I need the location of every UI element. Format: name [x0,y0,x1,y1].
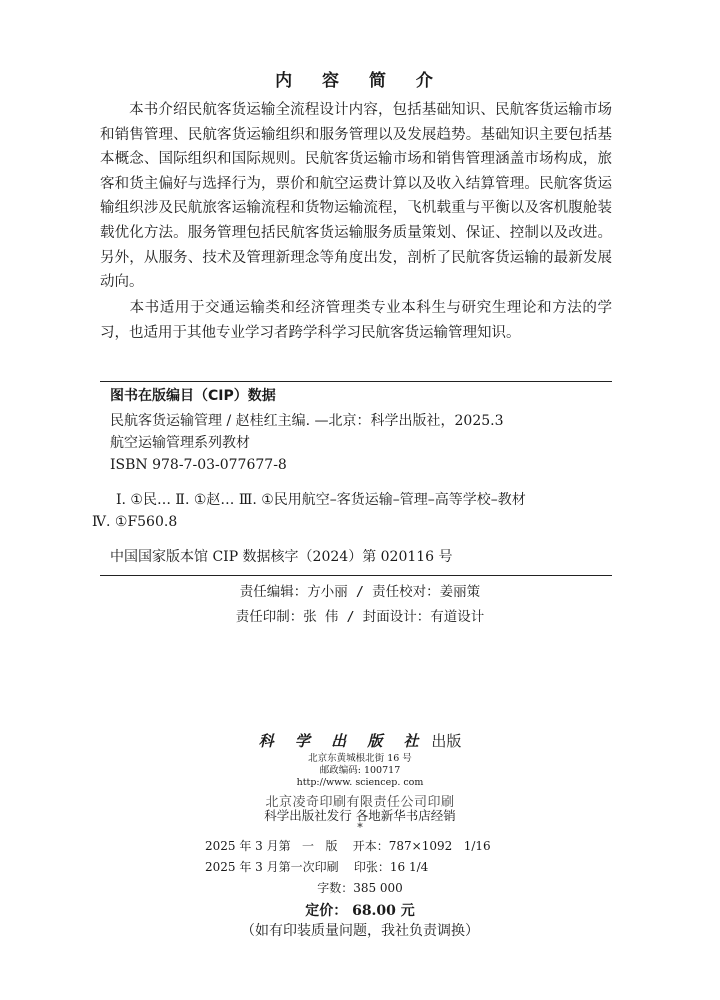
credits-production: 责任印制：张 伟 / 封面设计：有道设计 [235,609,485,625]
publisher-logo: 科 学 出 版 社 [258,732,427,750]
cip-line-subjects: Ⅰ. ①民… Ⅱ. ①赵… Ⅲ. ①民用航空–客货运输–管理–高等学校–教材 [116,492,526,508]
word-count: 字数：385 000 [317,881,403,895]
printing-line: 2025 年 3 月第一次印刷 印张：16 1/4 [205,860,429,874]
intro-paragraph-1: 本书介绍民航客货运输全流程设计内容，包括基础知识、民航客货运输市场和销售管理、民航客货运输组织和服务管理以及发展趋势。基础知识主要包括基本概念、国际组织和国际规则。民航客货运输市场和销售管理涵盖市场构成，旅客和货主偏好与选择行为，票价和航空运费计算以及收入结算管理。民航客货运输组织涉及民航旅客运输流程和货物运输流程，飞机载重与平衡以及客机腹舱装载优化方法。服务管理包括民航客货运输服务质量策划、保证、控制以及改进。另外，从服务、技术及管理新理念等角度出发，剖析了民航客货运输的最新发展动向。 [100,102,612,291]
publisher-suffix: 出版 [431,732,462,750]
intro-paragraph-2: 本书适用于交通运输类和经济管理类专业本科生与研究生理论和方法的学习，也适用于其他专业学习者跨学科学习民航客货运输管理知识。 [100,300,612,341]
publisher-postcode: 邮政编码: 100717 [319,765,401,776]
printer-line: 北京凌奇印刷有限责任公司印刷 [265,795,455,810]
separator-star: * [357,821,363,834]
edition-line: 2025 年 3 月第 一 版 开本：787×1092 1/16 [205,839,491,853]
publisher-line [0,730,720,751]
publisher-address: 北京东黄城根北街 16 号 [308,753,412,764]
cip-bottom-rule [100,575,612,576]
credits-editors: 责任编辑：方小丽 / 责任校对：姜丽策 [239,584,481,600]
publisher-website: http://www. sciencep. com [296,777,424,788]
cip-heading: 图书在版编目（CIP）数据 [110,388,276,404]
cip-line-record-number: 中国国家版本馆 CIP 数据核字（2024）第 020116 号 [110,549,453,565]
cip-line-series: 航空运输管理系列教材 [110,435,250,451]
cip-line-isbn: ISBN 978-7-03-077677-8 [110,457,287,473]
cip-line-title: 民航客货运输管理 / 赵桂红主编. —北京：科学出版社，2025.3 [110,413,504,429]
price: 定价： 68.00 元 [305,903,415,919]
quality-note: （如有印装质量问题，我社负责调换） [241,923,479,939]
distribution-line: 科学出版社发行 各地新华书店经销 [264,808,456,823]
cip-top-rule [100,381,612,382]
cip-line-classification: Ⅳ. ①F560.8 [92,514,178,530]
page-title: 内 容 简 介 [275,71,445,91]
